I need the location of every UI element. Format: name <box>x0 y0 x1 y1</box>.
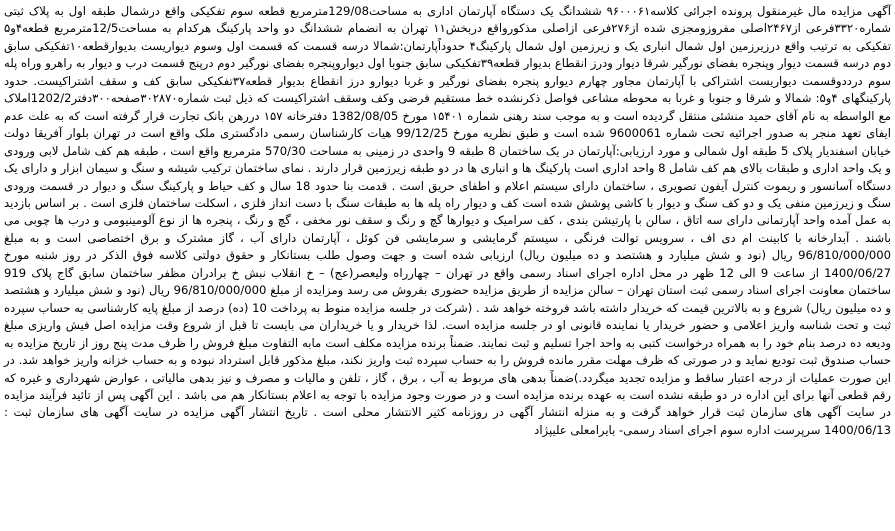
auction-notice-text: آگهی مزایده مال غیرمنقول پرونده اجرائی کلاسه۹۶۰۰۰۶۱ ششدانگ یک دستگاه آپارتمان اداری به مساحت129/08مترمربع قطعه سوم تفکیکی واقع درشمال طبقه اول به پلاک ثبتی شماره۳۳۲۰فرعی از۲۴۶۷اصلی مفروزومجزی شده از۲۷۶فرعی ازاصلی مذکورواقع دربخش۱۱ تهران به انضمام ششدانگ دو واحد پارکینگ هرکدام به مساحت12/5مترمربع قطعه۴و۵ تفکیکی به ترتیب واقع درزیرزمین اول شمال انباری یک و زیرزمین اول شمال پارکینگ۴ حدوداًپارتمان:شمالا درسه قسمت که قسمت اول وسوم دیواریست بدیوارقطعه۱۰تفکیکی سابق دوم درسه قسمت دیوار وپنجره بفضای نورگیر شرقا دیوار ودرز انقطاع بدیوار قطعه۳۹تفکیکی سابق جنوبا اول دیواروپنجره بفضای نورگیر دوم درپنج قسمت درب و دیوار به راهرو وراه پله سوم درددوقسمت دیواریست اشتراکی با آپارتمان مجاور چهارم دیوارو پنجره بفضای نورگیر و غربا دیوارو درز انقطاع بدیوار قطعه۳۷تفکیکی سابق کف و سقف اشتراکیست. حدود پارکینگهای ۴و۵: شمالا و شرقا و جنوبا و غربا به محوطه مشاعی فواصل ذکرنشده خط مستقیم فرضی وکف وسقف اشتراکیست که ذیل ثبت شماره۳۰۲۸۷۰صفحه۳۰۰دفتر1202/2املاک مع الواسطه به نام آقای حمید منشئی منتقل گردیده است و به موجب سند رهنی شماره ۱۵۴۰۱ مورخ 1382/08/05 دفترخانه ۱۵۷ دررهن بانک تجارت قرار گرفته است که به علت عدم ایفای تعهد منجر به صدور اجرائیه تحت شماره 9600061 شده است و طبق نظریه مورخ 99/12/25 هیات کارشناسان رسمی دادگستری ملک واقع است در تهران بلوار آفریقا دولت خیابان اسفندیار پلاک 5 طبقه اول شمالی و مورد ارزیابی:آپارتمان در یک ساختمان 8 طبقه 9 واحدی در زمینی به مساحت 570/30 مترمربع واقع است ، طبقه هم کف شامل لابی ورودی و یک واحد اداری و طبقات بالای هم کف شامل 8 واحد اداری است پارکینگ ها و انباری ها در دو طبقه زیرزمین قرار دارند . نمای ساختمان ترکیب شیشه و سنگ و سیمان ابزار و دارای یک دستگاه آسانسور و ریموت کنترل آیفون تصویری ، ساختمان دارای سیستم اعلام و اطفای حریق است . قدمت بنا حدود 18 سال و کف حیاط و پارکینگ سنگ و دیوار در قسمت ورودی سنگ و زیرزمین منفی یک و دو کف سنگ و دیوار با کاشی پوشش شده است کف و دیوار راه پله ها به طبقات سنگ با دست انداز فلزی ، اسکلت ساختمان فلزی است . بر اساس بازدید به عمل آمده واحد آپارتمانی دارای سه اتاق ، سالن با پارتیشن بندی ، کف سرامیک و دیوارها گچ و رنگ و سقف نور مخفی ، گچ و رنگ ، پنجره ها از نوع آلومینیومی و درب ها چوبی می باشند . آبدارخانه با کابینت ام دی اف ، سرویس توالت فرنگی ، سیستم گرمایشی و سرمایشی فن کوئل ، آپارتمان دارای آب ، گاز مشترک و برق اختصاصی است و به مبلغ 96/810/000/000 ریال (نود و شش میلیارد و هشتصد و ده میلیون ریال) ارزیابی شده است و جهت وصول طلب بستانکار و حقوق دولتی کلاسه فوق الذکر در روز شنبه مورخ 1400/06/27 از ساعت 9 الی 12 ظهر در محل اداره اجرای اسناد رسمی واقع در تهران – چهارراه ولیعصر(عج) – خ انقلاب نبش خ برادران مظفر ساختمان سابق گاج پلاک 919 ساختمان معاونت اجرای اسناد رسمی ثبت استان تهران – سالن مزایده از طریق مزایده حضوری بفروش می رسد ومزایده از مبلغ 96/810/000/000 ریال (نود و شش میلیارد و هشتصد و ده میلیون ریال) شروع و به بالاترین قیمت که خریدار داشته باشد فروخته خواهد شد . (شرکت در جلسه مزایده منوط به پرداخت 10 (ده) درصد از مبلغ پایه کارشناسی به حساب سپرده ثبت و تحت شناسه واریز اعلامی و حضور خریدار یا نماینده قانونی او در جلسه مزایده است. لذا خریدار و یا خریداران می بایست تا قبل از شروع وقت مزایده اصل فیش واریزی مبلغ ودیعه ده درصد بنام خود را به همراه درخواست کتبی به واحد اجرا تسلیم و ثبت نمایند. ضمناً برنده مزایده مکلف است مابه التفاوت مبلغ فروش را ظرف مدت پنج روز از تاریخ مزایده به حساب صندوق ثبت تودیع نماید و در صورتی که ظرف مهلت مقرر مانده فروش را به حساب سپرده ثبت واریز نکند، مبلغ مذکور قابل استرداد نبوده و به حساب خزانه واریز خواهد شد. در این صورت عملیات از درجه اعتبار ساقط و مزایده تجدید میگردد.)ضمناً بدهی های مربوط به آب ، برق ، گاز ، تلفن و مالیات و مصرف و نیز بدهی مالیاتی ، عوارض شهرداری و غیره که رقم قطعی آنها برای این اداره در دو طبقه نشده است به عهده برنده مزایده است و در صورت وجود مزایده با توجه به اعلام بستانکار هم می باشد . این آگهی پس از تائید فرآیند مزایده در سایت آگهی های سازمان ثبت قرار خواهد گرفت و به منزله انتشار آگهی در روزنامه کثیر الانتشار محلی است . تاریخ انتشار آگهی مزایده در سایت آگهی های سازمان ثبت : 1400/06/13 سرپرست اداره سوم اجرای اسناد رسمی- بایرامعلی علیپژاد <box>4 4 892 437</box>
